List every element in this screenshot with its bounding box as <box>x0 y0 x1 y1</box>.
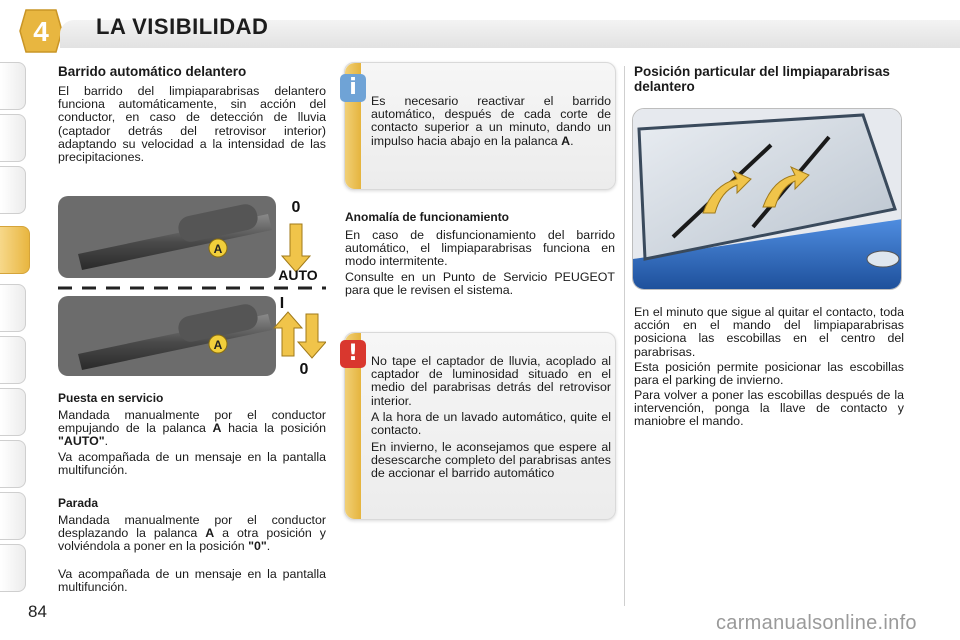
page-number: 84 <box>28 602 47 621</box>
chapter-tab-5[interactable] <box>0 284 26 332</box>
figure-label-a-lower: A <box>213 338 223 352</box>
start-title: Puesta en servicio <box>58 391 164 405</box>
info-icon: i <box>340 74 366 102</box>
start-message-paragraph: Va acompañada de un mensaje en la pantalla multifunción. <box>58 450 326 478</box>
stop-paragraph: Mandada manualmente por el conductor desplazando la palanca A a otra posición y volviéndola a poner en la posición "0". <box>58 513 326 554</box>
malfunction-service-paragraph: Consulte en un Punto de Servicio PEUGEOT para que le revisen el sistema. <box>345 270 615 298</box>
warning-box <box>344 332 616 520</box>
windscreen-wipers-photo <box>632 108 902 290</box>
chapter-tab-10[interactable] <box>0 544 26 592</box>
chapter-tab-3[interactable] <box>0 166 26 214</box>
warning-text-2: A la hora de un lavado automático, quite el contacto. <box>371 410 611 438</box>
chapter-tab-4[interactable] <box>0 226 30 274</box>
warning-text-1: No tape el captador de lluvia, acoplado al captador de luminosidad situado en el medio del parabrisas detrás del retrovisor interior. <box>371 354 611 408</box>
chapter-tab-2[interactable] <box>0 114 26 162</box>
right-section-title: Posición particular del limpiaparabrisas delantero <box>634 64 890 94</box>
warning-icon: ! <box>340 340 366 368</box>
chapter-tabs <box>0 62 32 582</box>
info-box <box>344 62 616 190</box>
chapter-badge <box>18 8 64 54</box>
info-text: Es necesario reactivar el barrido automático, después de cada corte de contacto superior a un minuto, dando un impulso hacia abajo en la palanca A. <box>371 94 611 148</box>
chapter-number: 4 <box>33 16 49 47</box>
stop-message-paragraph: Va acompañada de un mensaje en la pantalla multifunción. <box>58 567 326 595</box>
figure-label-a-upper: A <box>213 242 223 256</box>
section-title-auto-wipe: Barrido automático delantero <box>58 64 247 79</box>
chapter-tab-1[interactable] <box>0 62 26 110</box>
chapter-tab-7[interactable] <box>0 388 26 436</box>
right-paragraph-2: Esta posición permite posicionar las escobillas para el parking de invierno. <box>634 360 904 388</box>
figure-label-auto: AUTO <box>278 267 318 283</box>
figure-label-top-0: 0 <box>291 199 301 216</box>
malfunction-title: Anomalía de funcionamiento <box>345 210 510 224</box>
chapter-tab-6[interactable] <box>0 336 26 384</box>
chapter-tab-8[interactable] <box>0 440 26 488</box>
column-divider <box>624 66 625 606</box>
malfunction-paragraph: En caso de disfuncionamiento del barrido automático, el limpiaparabrisas funciona en modo intermitente. <box>345 228 615 269</box>
figure-label-1: I <box>279 295 285 312</box>
intro-paragraph: El barrido del limpiaparabrisas delantero funciona automáticamente, sin acción del conductor, en caso de detección de lluvia (captador detrás del retrovisor interior) adaptando su velocidad a la intensidad de las precipitaciones. <box>58 84 326 165</box>
watermark[interactable]: carmanualsonline.info <box>716 612 917 634</box>
right-paragraph-3: Para volver a poner las escobillas después de la intervención, ponga la llave de contacto y maniobre el mando. <box>634 388 904 429</box>
wiper-lever-figure <box>58 194 326 378</box>
chapter-tab-9[interactable] <box>0 492 26 540</box>
page-title: LA VISIBILIDAD <box>96 14 269 39</box>
figure-label-bottom-0: 0 <box>299 361 309 378</box>
stop-title: Parada <box>58 496 99 510</box>
right-paragraph-1: En el minuto que sigue al quitar el contacto, toda acción en el mando del limpiaparabrisas posiciona las escobillas en el centro del parabrisas. <box>634 305 904 359</box>
start-paragraph: Mandada manualmente por el conductor empujando de la palanca A hacia la posición "AUTO". <box>58 408 326 449</box>
warning-text-3: En invierno, le aconsejamos que espere al desescarche completo del parabrisas antes de accionar el barrido automático <box>371 440 611 481</box>
